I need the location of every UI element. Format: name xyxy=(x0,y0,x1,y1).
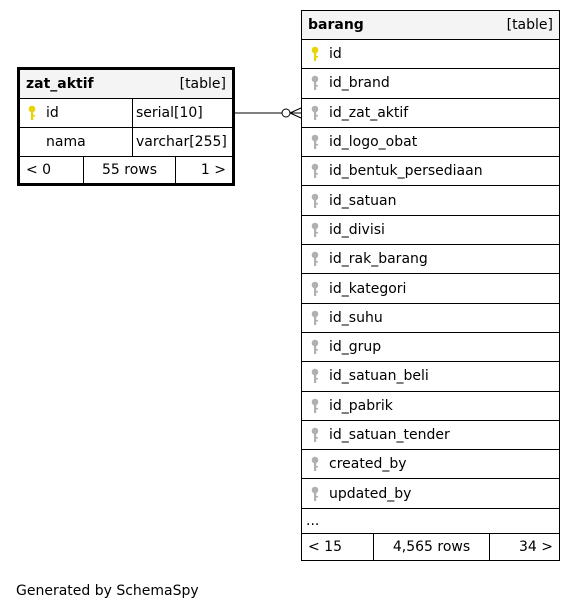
zat-aktif-table[interactable] xyxy=(17,67,235,186)
column-name: id_divisi xyxy=(329,221,385,238)
column-row[interactable] xyxy=(302,333,559,362)
foreign-key-icon xyxy=(309,133,323,151)
foreign-key-icon xyxy=(309,485,323,503)
foreign-key-icon xyxy=(309,162,323,180)
column-row[interactable] xyxy=(302,362,559,391)
child-count[interactable]: 34 > xyxy=(489,534,559,560)
table-footer xyxy=(20,157,232,183)
column-name: id xyxy=(46,105,59,121)
column-name: id_brand xyxy=(329,75,390,92)
column-name: id_satuan xyxy=(329,192,397,209)
zat-aktif-table-header[interactable] xyxy=(20,70,232,99)
primary-key-icon xyxy=(26,104,40,122)
column-name: id_kategori xyxy=(329,280,407,297)
column-row[interactable] xyxy=(302,479,559,508)
table-kind: [table] xyxy=(506,17,553,33)
foreign-key-icon xyxy=(309,104,323,122)
foreign-key-icon xyxy=(309,74,323,92)
table-kind: [table] xyxy=(179,76,226,92)
foreign-key-icon xyxy=(309,309,323,327)
row-count: 4,565 rows xyxy=(373,534,489,560)
foreign-key-icon xyxy=(309,426,323,444)
column-row[interactable] xyxy=(302,99,559,128)
column-name: id_rak_barang xyxy=(329,251,428,268)
column-name: id_grup xyxy=(329,339,382,356)
column-row[interactable] xyxy=(302,450,559,479)
column-row[interactable] xyxy=(302,421,559,450)
column-row[interactable] xyxy=(302,128,559,157)
column-row[interactable] xyxy=(302,157,559,186)
column-name: id_suhu xyxy=(329,309,383,326)
child-count[interactable]: 1 > xyxy=(175,157,232,183)
column-row[interactable] xyxy=(302,274,559,303)
foreign-key-icon xyxy=(309,367,323,385)
parent-count[interactable]: < 15 xyxy=(308,538,342,555)
barang-table[interactable] xyxy=(301,10,560,561)
column-row[interactable] xyxy=(302,304,559,333)
column-row[interactable] xyxy=(20,99,232,128)
column-type: serial[10] xyxy=(136,105,203,121)
column-name: updated_by xyxy=(329,485,412,502)
foreign-key-icon xyxy=(309,455,323,473)
column-name: id_satuan_beli xyxy=(329,368,429,385)
column-row[interactable] xyxy=(302,186,559,215)
foreign-key-icon xyxy=(309,192,323,210)
generated-by-note: Generated by SchemaSpy xyxy=(16,583,199,599)
column-name: id_bentuk_persediaan xyxy=(329,163,483,180)
column-name: id_zat_aktif xyxy=(329,104,409,121)
column-name: id_pabrik xyxy=(329,397,393,414)
table-footer xyxy=(302,534,559,560)
foreign-key-icon xyxy=(309,221,323,239)
foreign-key-icon xyxy=(309,280,323,298)
parent-count[interactable]: < 0 xyxy=(26,162,52,178)
table-name: barang xyxy=(308,17,364,33)
column-row[interactable] xyxy=(302,392,559,421)
foreign-key-icon xyxy=(309,397,323,415)
column-row[interactable] xyxy=(302,245,559,274)
column-name: id_satuan_tender xyxy=(329,427,450,443)
column-name: nama xyxy=(46,134,86,150)
foreign-key-icon xyxy=(309,338,323,356)
column-row[interactable] xyxy=(302,216,559,245)
table-name: zat_aktif xyxy=(26,76,94,92)
column-row[interactable] xyxy=(20,128,232,157)
barang-table-header[interactable] xyxy=(302,11,559,40)
column-row[interactable] xyxy=(302,69,559,98)
row-count: 55 rows xyxy=(83,157,175,183)
primary-key-icon xyxy=(309,45,323,63)
column-name: id xyxy=(329,46,342,63)
column-name: id_logo_obat xyxy=(329,134,418,151)
foreign-key-icon xyxy=(309,250,323,268)
column-name: created_by xyxy=(329,456,407,473)
column-type: varchar[255] xyxy=(136,134,227,150)
column-row[interactable] xyxy=(302,40,559,69)
more-columns-indicator: ... xyxy=(302,509,559,534)
